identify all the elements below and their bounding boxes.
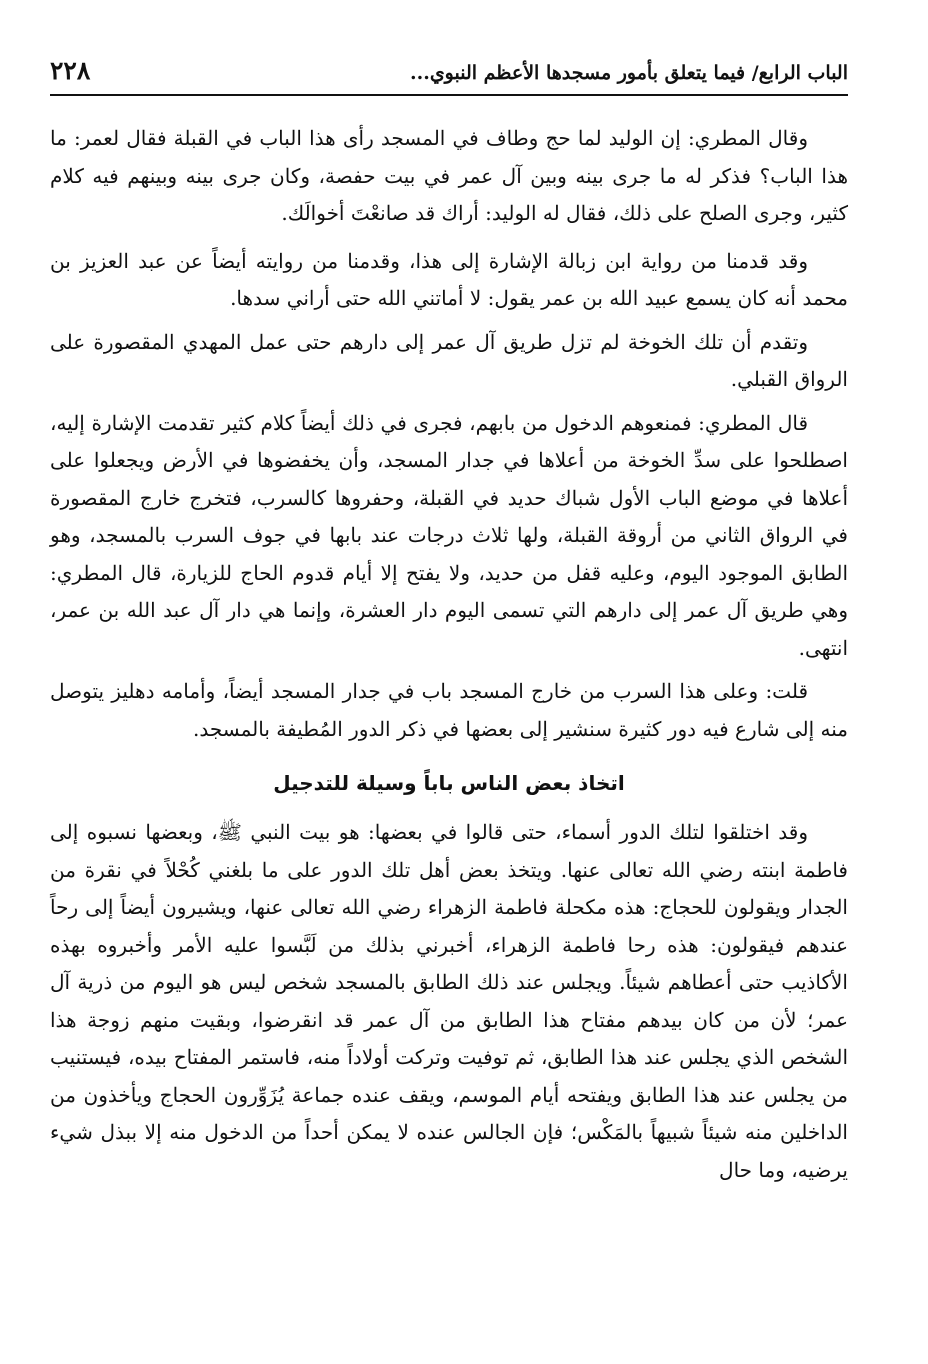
running-header xyxy=(50,50,848,96)
book-page xyxy=(50,0,848,1364)
paragraph-matari-quote: قال المطري: فمنعوهم الدخول من بابهم، فجرى في ذلك أيضاً كلام كثير تقدمت الإشارة إليه، اصطلحوا على سدِّ الخوخة من أعلاها في جدار المسجد، وأن يخفضوها في الأرض ويجعلوا على أعلاها في موضع الباب الأول شباك حديد في القبلة، وحفروها كالسرب، فتخرج خارج المقصورة في الرواق الثاني من أروقة القبلة، ولها ثلاث درجات عند بابها في جوف السرب بالمسجد، وهو الطابق الموجود اليوم، وعليه قفل من حديد، ولا يفتح إلا أيام قدوم الحاج للزيارة، قال المطري: وهي طريق آل عمر إلى دارهم التي تسمى اليوم دار العشرة، وإنما هي دار آل عبد الله بن عمر، انتهى. xyxy=(50,410,848,660)
paragraph-qultu: قلت: وعلى هذا السرب من خارج المسجد باب في جدار المسجد أيضاً، وأمامه دهليز يتوصل منه إلى شارع فيه دور كثيرة سنشير إلى بعضها في ذكر الدور المُطيفة بالمسجد. xyxy=(50,679,848,741)
section-heading: اتخاذ بعض الناس باباً وسيلة للتدجيل xyxy=(273,771,625,795)
body-text xyxy=(50,120,848,1199)
paragraph-walid: وقال المطري: إن الوليد لما حج وطاف في المسجد رأى هذا الباب في القبلة فقال لعمر: ما هذا الباب؟ فذكر له ما جرى بينه وبين آل عمر في بيت حفصة، وكان جرى بينه وبينهم فيه كلام كثير، وجرى الصلح على ذلك، فقال له الوليد: أراك قد صانعْتَ أخوالَك. xyxy=(50,126,848,225)
paragraph-houses: وقد اختلقوا لتلك الدور أسماء، حتى قالوا في بعضها: هو بيت النبي ﷺ، وبعضها نسبوه إلى فاطمة ابنته رضي الله تعالى عنها. ويتخذ بعض أهل تلك الدور على ما بلغني كُحْلاً في نقرة من الجدار ويقولون للحجاج: هذه مكحلة فاطمة الزهراء رضي الله تعالى عنها، ويشيرون أيضاً إلى رحاً عندهم فيقولون: هذه رحا فاطمة الزهراء، أخبرني بذلك من لَبَّسوا عليه الأمر وأخبروه بهذه الأكاذيب حتى أعطاهم شيئاً. ويجلس عند ذلك الطابق بالمسجد شخص ليس هو اليوم من ذرية آل عمر؛ لأن من كان بيدهم مفتاح هذا الطابق من آل عمر قد انقرضوا، وبقيت منهم زوجة هذا الشخص الذي يجلس عند هذا الطابق، ثم توفيت وتركت أولاداً منه، فاستمر المفتاح بيده، فيستنيب من يجلس عند هذا الطابق ويفتحه أيام الموسم، ويقف عنده جماعة يُزَوِّرون الحجاج ويأخذون من الداخلين منه شيئاً شبيهاً بالمَكْس؛ فإن الجالس عنده لا يمكن أحداً من الدخول منه إلا ببذل شيء يرضيه، وما حال xyxy=(50,820,848,1182)
paragraph-khawkha: وتقدم أن تلك الخوخة لم تزل طريق آل عمر إلى دارهم حتى عمل المهدي المقصورة على الرواق القبلي. xyxy=(50,329,848,391)
chapter-title: الباب الرابع/ فيما يتعلق بأمور مسجدها الأعظم النبوي... xyxy=(409,62,848,84)
paragraph-ibn-zubala: وقد قدمنا من رواية ابن زبالة الإشارة إلى هذا، وقدمنا من روايته أيضاً عن عبد العزيز بن محمد أنه كان يسمع عبيد الله بن عمر يقول: لا أماتني الله حتى أراني سدها. xyxy=(50,248,848,310)
page-number: ٢٢٨ xyxy=(50,56,91,85)
